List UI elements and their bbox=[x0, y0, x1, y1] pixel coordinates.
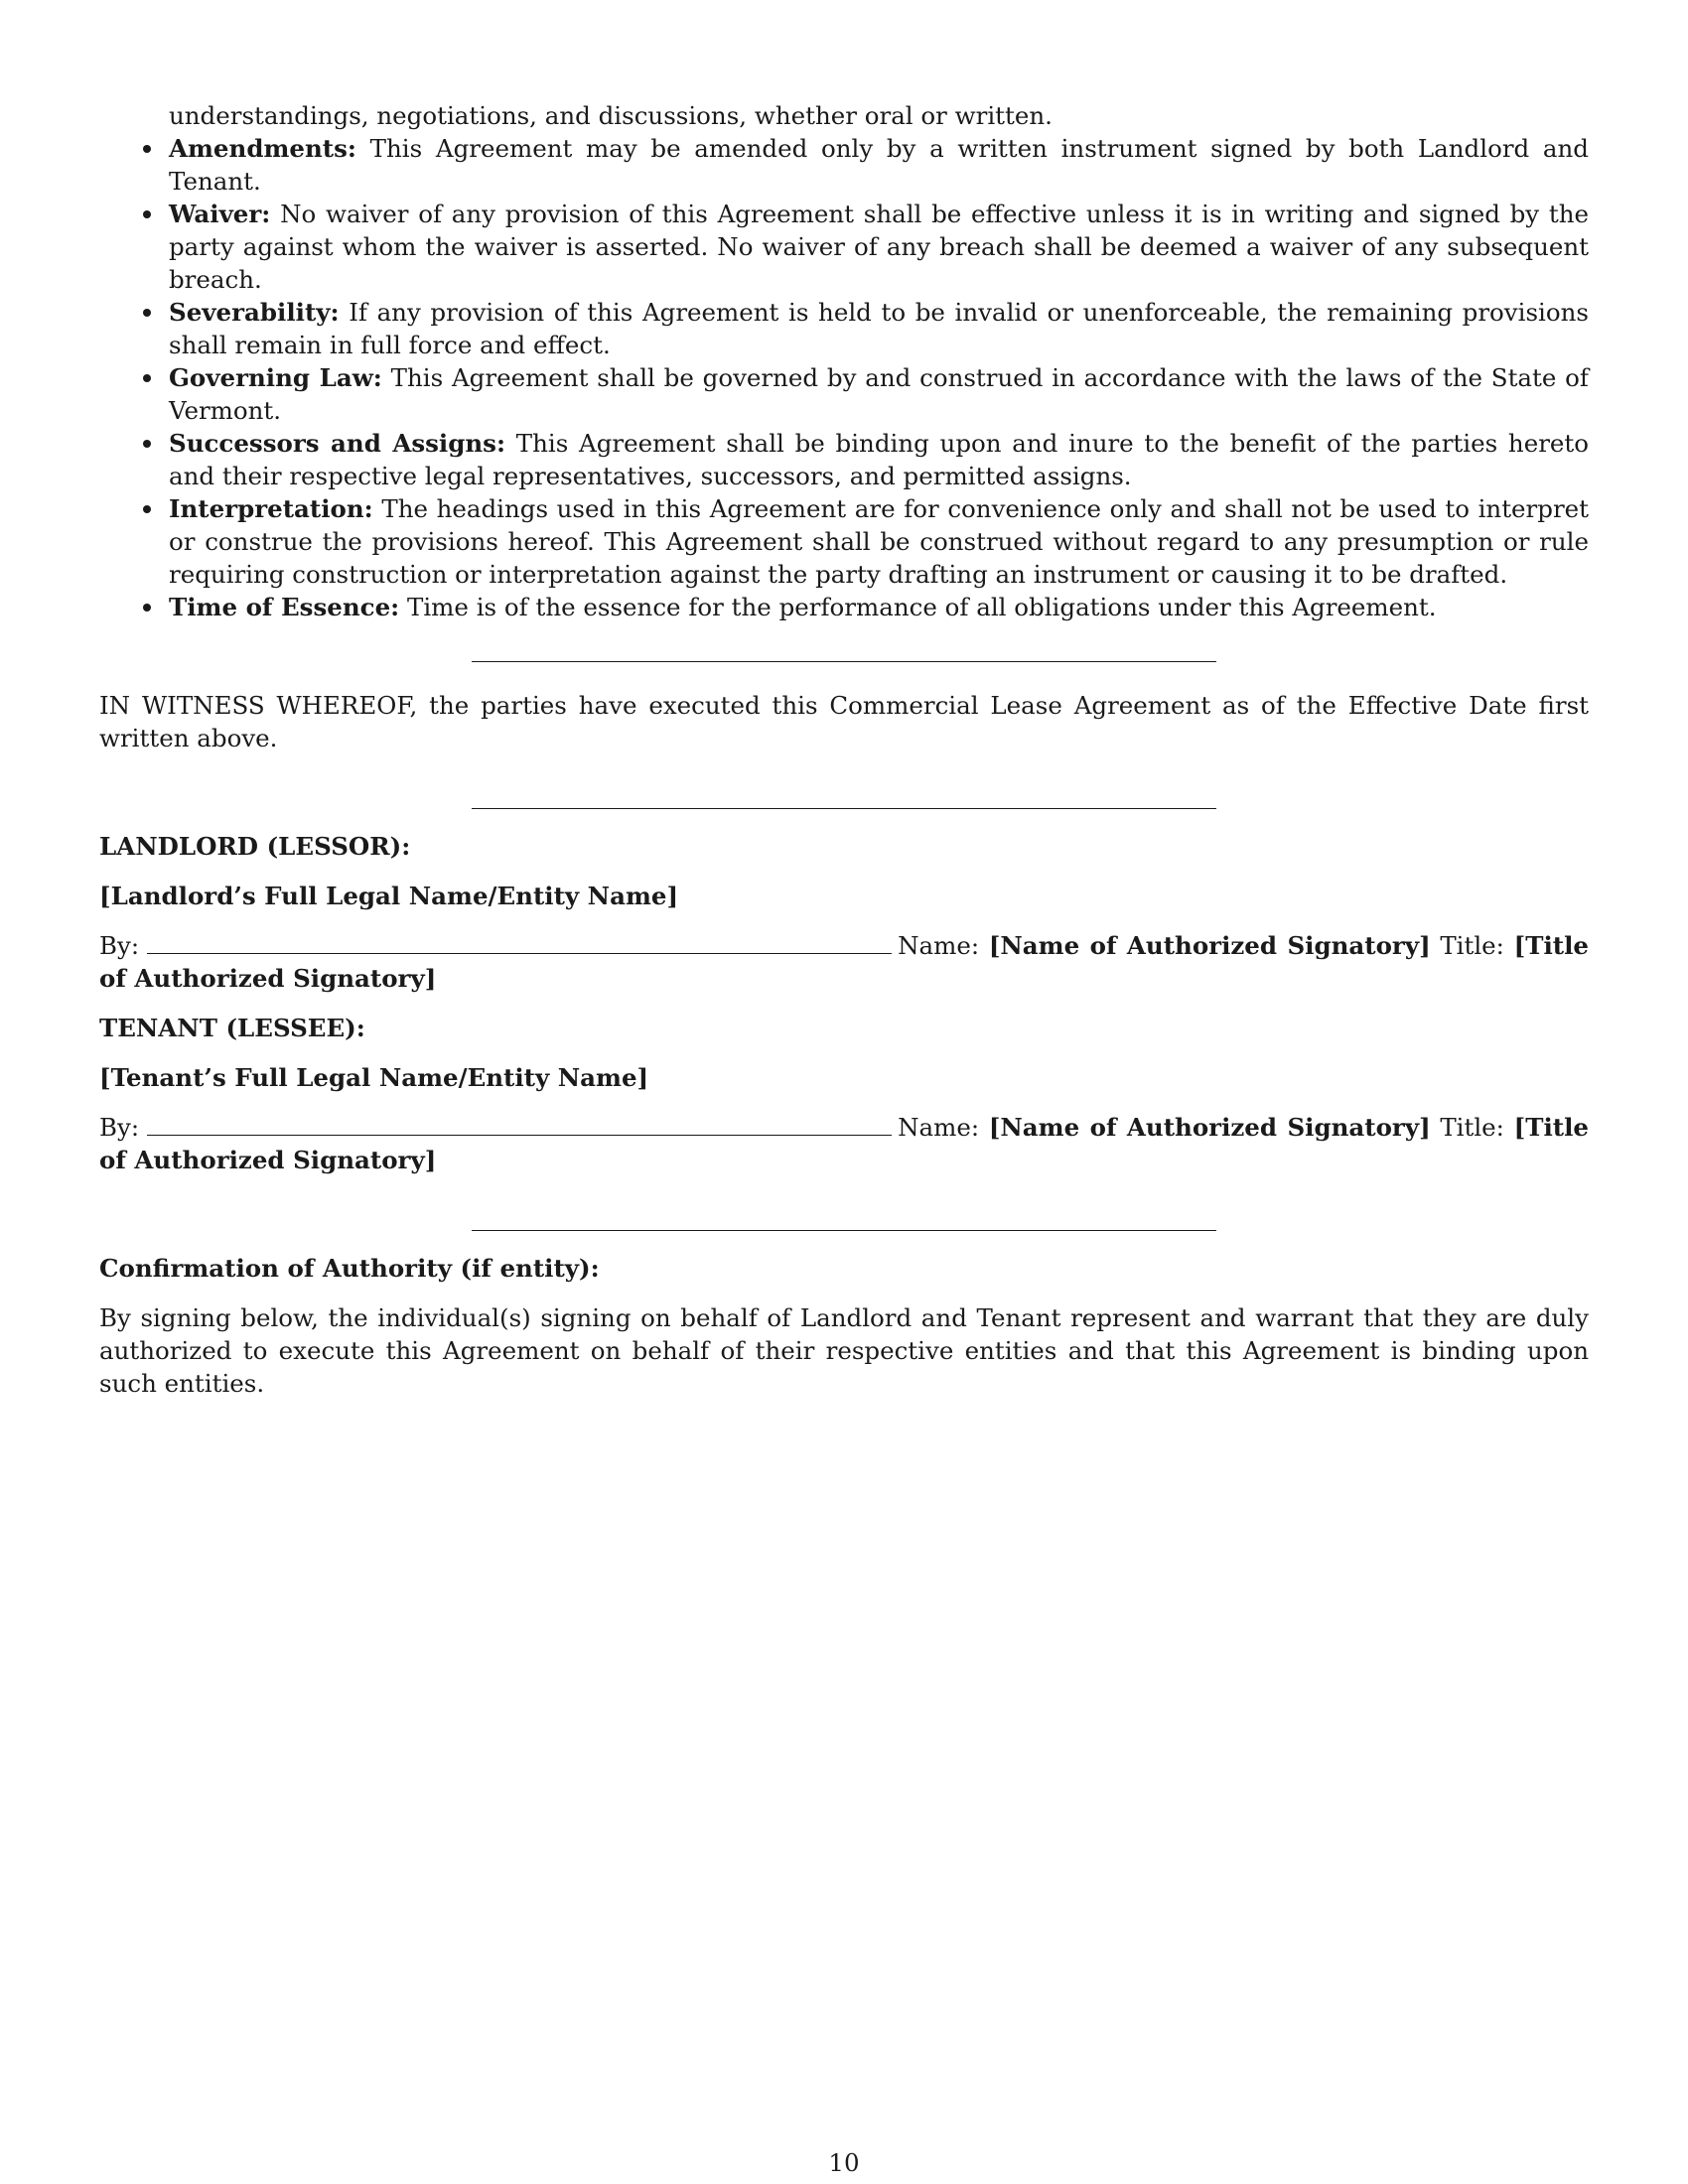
horizontal-divider bbox=[472, 1230, 1216, 1231]
name-label: Name: bbox=[898, 1113, 980, 1142]
continued-text: understandings, negotiations, and discussions, whether oral or written. bbox=[169, 101, 1053, 130]
tenant-heading: TENANT (LESSEE): bbox=[99, 1014, 365, 1042]
by-label: By: bbox=[99, 1113, 140, 1142]
landlord-name-placeholder: [Landlord’s Full Legal Name/Entity Name] bbox=[99, 882, 679, 910]
clause-title: Time of Essence: bbox=[169, 593, 400, 621]
clause-title: Amendments: bbox=[169, 134, 356, 163]
name-value: [Name of Authorized Signatory] bbox=[988, 1113, 1431, 1142]
clause-title: Severability: bbox=[169, 298, 340, 327]
signature-field[interactable] bbox=[147, 929, 892, 954]
title-label: Title: bbox=[1440, 931, 1504, 960]
confirmation-text: By signing below, the individual(s) signing on behalf of Landlord and Tenant represent and warrant that they are duly authorized to execute this Agreement on behalf of their respective entities and that this Agreement is binding upon such entities. bbox=[99, 1303, 1589, 1398]
clause-severability bbox=[99, 296, 1589, 361]
clause-text: This Agreement shall be governed by and construed in accordance with the laws of the State of Vermont. bbox=[169, 363, 1589, 425]
horizontal-divider bbox=[472, 808, 1216, 809]
clause-time-of-essence bbox=[99, 591, 1589, 623]
tenant-name-placeholder: [Tenant’s Full Legal Name/Entity Name] bbox=[99, 1063, 649, 1092]
clause-title: Interpretation: bbox=[169, 494, 373, 523]
by-label: By: bbox=[99, 931, 140, 960]
clause-list bbox=[99, 132, 1589, 623]
clause-text: Time is of the essence for the performance of all obligations under this Agreement. bbox=[407, 593, 1437, 621]
horizontal-divider bbox=[472, 661, 1216, 662]
clause-title: Governing Law: bbox=[169, 363, 382, 392]
landlord-heading: LANDLORD (LESSOR): bbox=[99, 832, 411, 861]
clause-text: This Agreement may be amended only by a written instrument signed by both Landlord and Tenant. bbox=[169, 134, 1589, 196]
clause-text: The headings used in this Agreement are for convenience only and shall not be used to interpret or construe the provisions hereof. This Agreement shall be construed without regard to any presumption or rule requiring construction or interpretation against the party drafting an instrument or causing it to be drafted. bbox=[169, 494, 1589, 589]
title-value: [Title of Authorized Signatory] bbox=[99, 1113, 1589, 1174]
page-number: 10 bbox=[828, 2148, 860, 2177]
clause-text: This Agreement shall be binding upon and inure to the benefit of the parties hereto and their respective legal representatives, successors, and permitted assigns. bbox=[169, 429, 1590, 490]
clause-successors bbox=[99, 427, 1589, 492]
tenant-signature-line bbox=[99, 1111, 1589, 1176]
clause-waiver bbox=[99, 198, 1589, 296]
confirmation-heading: Confirmation of Authority (if entity): bbox=[99, 1254, 600, 1283]
title-label: Title: bbox=[1440, 1113, 1504, 1142]
confirmation-of-authority bbox=[99, 1252, 1589, 1400]
name-value: [Name of Authorized Signatory] bbox=[988, 931, 1431, 960]
landlord-signature-block bbox=[99, 830, 1589, 995]
clause-text: If any provision of this Agreement is held to be invalid or unenforceable, the remaining provisions shall remain in full force and effect. bbox=[169, 298, 1589, 359]
clause-text: No waiver of any provision of this Agreement shall be effective unless it is in writing and signed by the party against whom the waiver is asserted. No waiver of any breach shall be deemed a waiver of any subsequent breach. bbox=[169, 200, 1589, 294]
clause-title: Waiver: bbox=[169, 200, 271, 228]
document-page bbox=[99, 99, 1589, 1400]
clause-amendments bbox=[99, 132, 1589, 198]
name-label: Name: bbox=[898, 931, 980, 960]
clause-title: Successors and Assigns: bbox=[169, 429, 506, 458]
title-value: [Title of Authorized Signatory] bbox=[99, 931, 1589, 993]
witness-statement: IN WITNESS WHEREOF, the parties have executed this Commercial Lease Agreement as of the Effective Date first written above. bbox=[99, 691, 1589, 752]
clause-interpretation bbox=[99, 492, 1589, 591]
signature-field[interactable] bbox=[147, 1111, 892, 1136]
clause-governing-law bbox=[99, 361, 1589, 427]
tenant-signature-block bbox=[99, 1012, 1589, 1176]
landlord-signature-line bbox=[99, 929, 1589, 995]
